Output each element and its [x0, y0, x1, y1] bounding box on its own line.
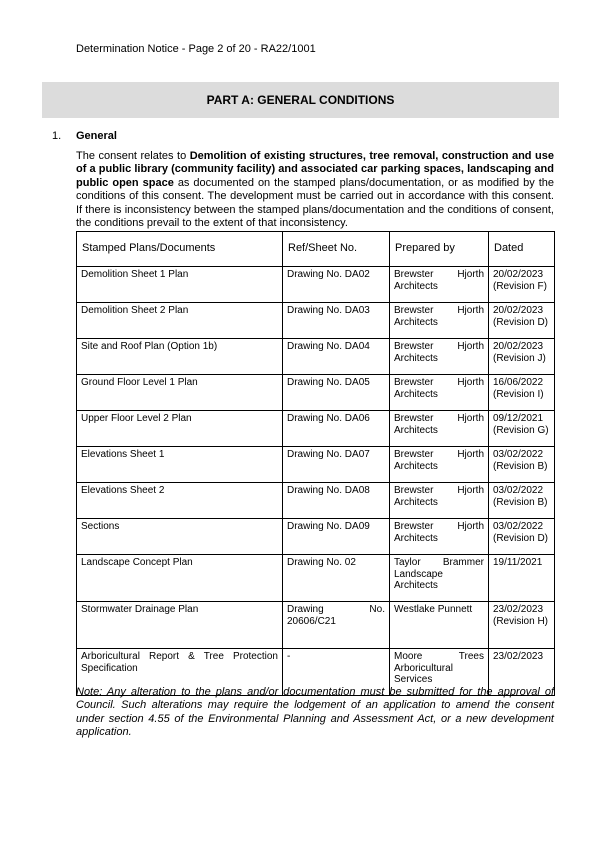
part-title-band — [42, 82, 559, 118]
intro-prefix: The consent relates to — [76, 150, 190, 162]
section-title: General — [76, 130, 117, 142]
table-row — [77, 375, 555, 411]
cell-document: Ground Floor Level 1 Plan — [77, 375, 283, 411]
cell-prepared-by: Brewster Hjorth Architects — [390, 411, 489, 447]
header-dated: Dated — [489, 232, 555, 267]
cell-dated: 03/02/2022 (Revision D) — [489, 519, 555, 555]
cell-dated: 09/12/2021 (Revision G) — [489, 411, 555, 447]
table-row — [77, 447, 555, 483]
page-header: Determination Notice - Page 2 of 20 - RA22/1001 — [76, 43, 316, 55]
cell-document: Demolition Sheet 1 Plan — [77, 267, 283, 303]
cell-prepared-by: Brewster Hjorth Architects — [390, 339, 489, 375]
cell-document: Sections — [77, 519, 283, 555]
cell-document: Upper Floor Level 2 Plan — [77, 411, 283, 447]
cell-dated: 23/02/2023 (Revision H) — [489, 602, 555, 649]
table-header-row — [77, 232, 555, 267]
cell-ref: Drawing No. DA08 — [283, 483, 390, 519]
cell-ref: Drawing No. 02 — [283, 555, 390, 602]
cell-dated: 20/02/2023 (Revision J) — [489, 339, 555, 375]
part-title: PART A: GENERAL CONDITIONS — [206, 93, 395, 107]
cell-ref: - — [283, 649, 390, 696]
cell-prepared-by: Brewster Hjorth Architects — [390, 483, 489, 519]
header-ref: Ref/Sheet No. — [283, 232, 390, 267]
table-row — [77, 411, 555, 447]
table-row — [77, 602, 555, 649]
section-number: 1. — [52, 130, 62, 142]
cell-document: Demolition Sheet 2 Plan — [77, 303, 283, 339]
table-row — [77, 483, 555, 519]
cell-prepared-by: Brewster Hjorth Architects — [390, 375, 489, 411]
header-prepared-by: Prepared by — [390, 232, 489, 267]
cell-dated: 16/06/2022 (Revision I) — [489, 375, 555, 411]
cell-dated: 03/02/2022 (Revision B) — [489, 483, 555, 519]
cell-dated: 23/02/2023 — [489, 649, 555, 696]
plans-table — [76, 231, 555, 696]
table-row — [77, 303, 555, 339]
cell-ref: Drawing No. DA09 — [283, 519, 390, 555]
intro-suffix: as documented on the stamped plans/documentation, or as modified by the conditions of this consent. The development must be carried out in accordance with this consent. If there is inconsistency between the stamped plans/documentation and the conditions of consent, the conditions prevail to the extent of that inconsistency. — [76, 176, 554, 230]
intro-bold: Demolition of existing structures, tree removal, construction and use of a public library (community facility) and associated car parking spaces, landscaping and public open space — [76, 150, 554, 189]
header-documents: Stamped Plans/Documents — [77, 232, 283, 267]
cell-document: Stormwater Drainage Plan — [77, 602, 283, 649]
cell-prepared-by: Westlake Punnett — [390, 602, 489, 649]
cell-prepared-by: Brewster Hjorth Architects — [390, 303, 489, 339]
cell-ref: Drawing No. DA05 — [283, 375, 390, 411]
note-paragraph: Note: Any alteration to the plans and/or documentation must be submitted for the approval of Council. Such alterations may require the lodgement of an application to amend the consent under section 4.55 of the Environmental Planning and Assessment Act, or a new development application. — [76, 686, 554, 739]
cell-dated: 20/02/2023 (Revision D) — [489, 303, 555, 339]
cell-ref: Drawing No. DA06 — [283, 411, 390, 447]
cell-ref: Drawing No. 20606/C21 — [283, 602, 390, 649]
cell-ref: Drawing No. DA03 — [283, 303, 390, 339]
cell-dated: 20/02/2023 (Revision F) — [489, 267, 555, 303]
cell-prepared-by: Brewster Hjorth Architects — [390, 267, 489, 303]
cell-dated: 03/02/2022 (Revision B) — [489, 447, 555, 483]
table-row — [77, 555, 555, 602]
cell-prepared-by: Moore Trees Arboricultural Services — [390, 649, 489, 696]
table-row — [77, 267, 555, 303]
cell-prepared-by: Brewster Hjorth Architects — [390, 519, 489, 555]
cell-document: Landscape Concept Plan — [77, 555, 283, 602]
cell-document: Elevations Sheet 1 — [77, 447, 283, 483]
cell-dated: 19/11/2021 — [489, 555, 555, 602]
cell-prepared-by: Taylor Brammer Landscape Architects — [390, 555, 489, 602]
table-row — [77, 519, 555, 555]
cell-document: Arboricultural Report & Tree Protection Specification — [77, 649, 283, 696]
cell-document: Site and Roof Plan (Option 1b) — [77, 339, 283, 375]
cell-ref: Drawing No. DA04 — [283, 339, 390, 375]
table-row — [77, 339, 555, 375]
section-paragraph — [76, 150, 554, 230]
cell-prepared-by: Brewster Hjorth Architects — [390, 447, 489, 483]
cell-document: Elevations Sheet 2 — [77, 483, 283, 519]
cell-ref: Drawing No. DA02 — [283, 267, 390, 303]
cell-ref: Drawing No. DA07 — [283, 447, 390, 483]
